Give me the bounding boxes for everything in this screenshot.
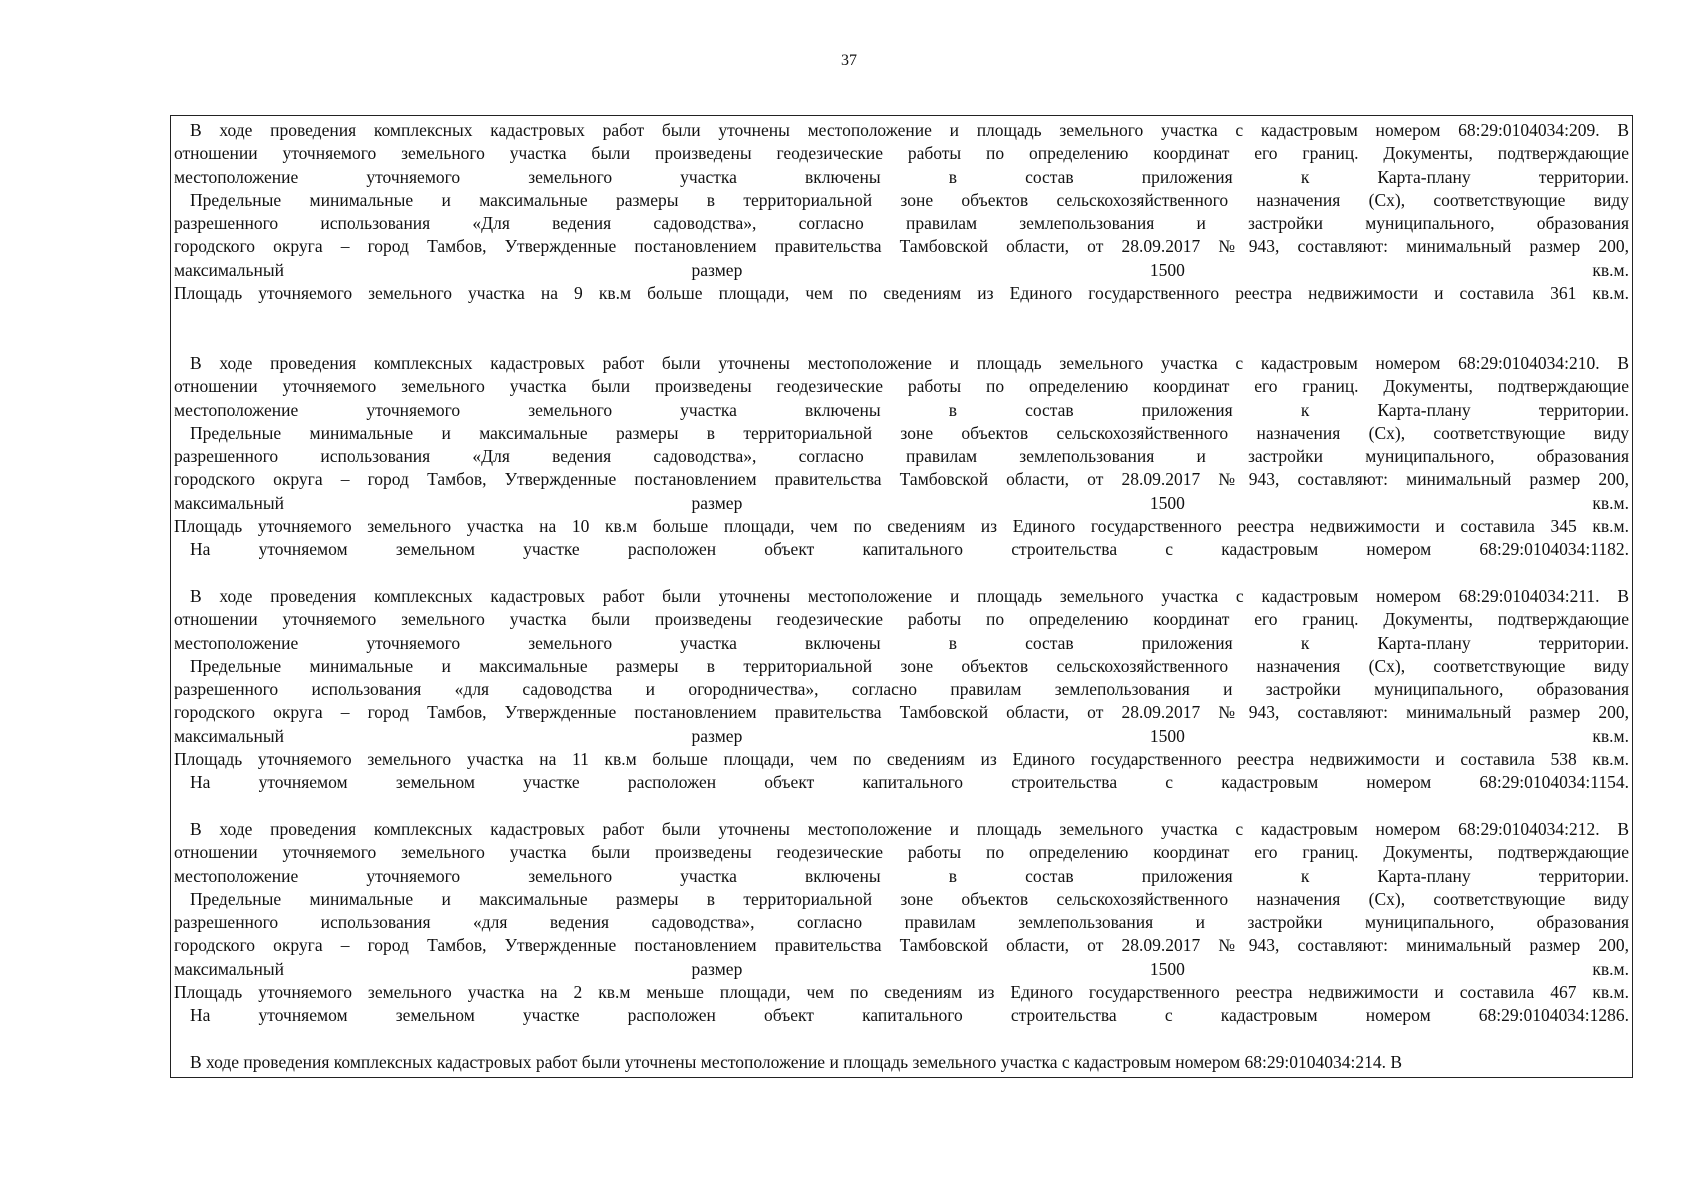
text-line: Предельные минимальные и максимальные размеры в территориальной зоне объектов сельскохозяйственного назначения (Сх), соответствующие виду (190, 888, 1629, 909)
text-line: городского округа – город Тамбов, Утвержденные постановлением правительства Тамбовской области, от 28.09.2017 №943, составляют: минимальный размер 200, (174, 702, 1629, 723)
text-line: В ходе проведения комплексных кадастровых работ были уточнены местоположение и площадь земельного участка с кадастровым номером 68:29:0104034:209. В (190, 120, 1629, 140)
text-line: максимальный размер 1500 кв.м. (174, 725, 1629, 746)
text-line: максимальный размер 1500 кв.м. (174, 958, 1629, 979)
text-line: В ходе проведения комплексных кадастровых работ были уточнены местоположение и площадь земельного участка с кадастровым номером 68:29:0104034:214. В (190, 1052, 1403, 1072)
text-line: На уточняемом земельном участке расположен объект капитального строительства с кадастровым номером 68:29:0104034:1286. (190, 1005, 1629, 1026)
text-line: На уточняемом земельном участке расположен объект капитального строительства с кадастровым номером 68:29:0104034:1182. (190, 539, 1629, 560)
text-line: местоположение уточняемого земельного участка включены в состав приложения к Карта-плану территории. (174, 865, 1629, 886)
document-text-frame (170, 115, 1633, 1078)
text-line: Предельные минимальные и максимальные размеры в территориальной зоне объектов сельскохозяйственного назначения (Сх), соответствующие виду (190, 655, 1629, 676)
text-line: максимальный размер 1500 кв.м. (174, 259, 1629, 280)
text-line: отношении уточняемого земельного участка были произведены геодезические работы по определению координат его границ. Документы, подтверждающие (174, 609, 1629, 630)
text-line: Предельные минимальные и максимальные размеры в территориальной зоне объектов сельскохозяйственного назначения (Сх), соответствующие виду (190, 189, 1629, 210)
parcel-paragraph-209 (174, 119, 1629, 305)
text-line: В ходе проведения комплексных кадастровых работ были уточнены местоположение и площадь земельного участка с кадастровым номером 68:29:0104034:212. В (190, 819, 1629, 839)
text-line: максимальный размер 1500 кв.м. (174, 492, 1629, 513)
text-line: отношении уточняемого земельного участка были произведены геодезические работы по определению координат его границ. Документы, подтверждающие (174, 842, 1629, 863)
text-line: Площадь уточняемого земельного участка на 2 кв.м меньше площади, чем по сведениям из Единого государственного реестра недвижимости и составила 467 кв.м. (174, 982, 1629, 1003)
text-line: местоположение уточняемого земельного участка включены в состав приложения к Карта-плану территории. (174, 632, 1629, 653)
text-line: отношении уточняемого земельного участка были произведены геодезические работы по определению координат его границ. Документы, подтверждающие (174, 376, 1629, 397)
parcel-paragraph-210 (174, 352, 1629, 562)
text-line: городского округа – город Тамбов, Утвержденные постановлением правительства Тамбовской области, от 28.09.2017 №943, составляют: минимальный размер 200, (174, 236, 1629, 257)
text-line: городского округа – город Тамбов, Утвержденные постановлением правительства Тамбовской области, от 28.09.2017 №943, составляют: минимальный размер 200, (174, 469, 1629, 490)
text-line: городского округа – город Тамбов, Утвержденные постановлением правительства Тамбовской области, от 28.09.2017 №943, составляют: минимальный размер 200, (174, 935, 1629, 956)
page-number: 37 (841, 52, 857, 69)
text-line: местоположение уточняемого земельного участка включены в состав приложения к Карта-плану территории. (174, 399, 1629, 420)
parcel-paragraph-214 (174, 1051, 1629, 1074)
parcel-paragraph-211 (174, 585, 1629, 795)
text-line: местоположение уточняемого земельного участка включены в состав приложения к Карта-плану территории. (174, 166, 1629, 187)
text-line: Площадь уточняемого земельного участка на 9 кв.м больше площади, чем по сведениям из Единого государственного реестра недвижимости и составила 361 кв.м. (174, 283, 1629, 304)
text-line: На уточняемом земельном участке расположен объект капитального строительства с кадастровым номером 68:29:0104034:1154. (190, 772, 1629, 793)
text-line: разрешенного использования «для садоводства и огородничества», согласно правилам землепользования и застройки муниципального, образования (174, 679, 1629, 700)
text-line: разрешенного использования «Для ведения садоводства», согласно правилам землепользования и застройки муниципального, образования (174, 446, 1629, 467)
text-line: разрешенного использования «для ведения садоводства», согласно правилам землепользования и застройки муниципального, образования (174, 912, 1629, 933)
text-line: В ходе проведения комплексных кадастровых работ были уточнены местоположение и площадь земельного участка с кадастровым номером 68:29:0104034:210. В (190, 353, 1629, 373)
text-line: Площадь уточняемого земельного участка на 11 кв.м больше площади, чем по сведениям из Единого государственного реестра недвижимости и составила 538 кв.м. (174, 749, 1629, 770)
text-line: В ходе проведения комплексных кадастровых работ были уточнены местоположение и площадь земельного участка с кадастровым номером 68:29:0104034:211. В (190, 586, 1629, 606)
text-line: отношении уточняемого земельного участка были произведены геодезические работы по определению координат его границ. Документы, подтверждающие (174, 143, 1629, 164)
text-line: разрешенного использования «Для ведения садоводства», согласно правилам землепользования и застройки муниципального, образования (174, 213, 1629, 234)
text-line: Предельные минимальные и максимальные размеры в территориальной зоне объектов сельскохозяйственного назначения (Сх), соответствующие виду (190, 422, 1629, 443)
parcel-paragraph-212 (174, 818, 1629, 1028)
text-line: Площадь уточняемого земельного участка на 10 кв.м больше площади, чем по сведениям из Единого государственного реестра недвижимости и составила 345 кв.м. (174, 516, 1629, 537)
